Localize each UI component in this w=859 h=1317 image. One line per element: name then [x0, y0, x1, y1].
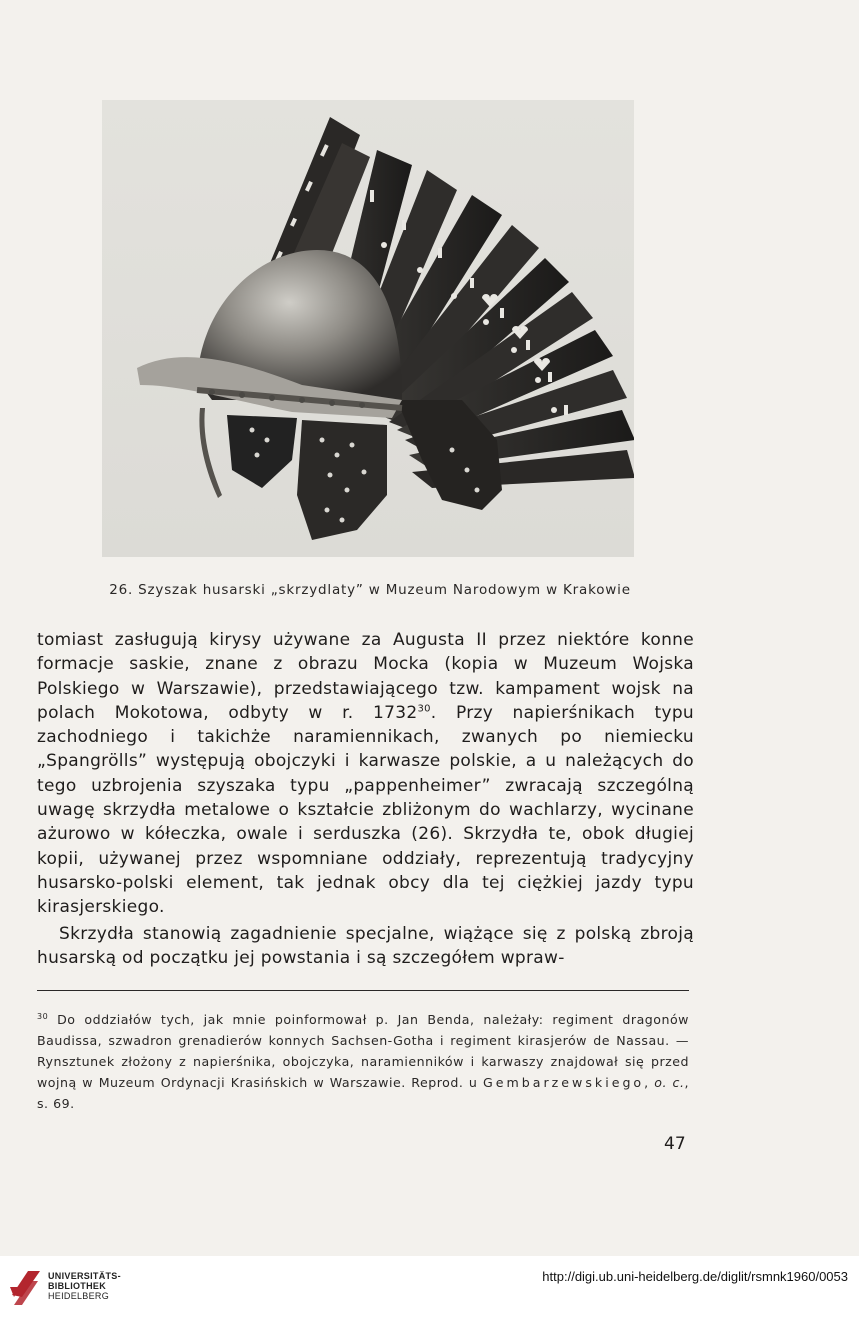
body-text	[37, 628, 694, 970]
figure-caption: 26. Szyszak husarski „skrzydlaty” w Muzeum Narodowym w Krakowie	[109, 582, 631, 598]
footnote-text: , s. 69.	[37, 1075, 689, 1111]
paragraph	[37, 628, 694, 920]
helmet-illustration	[102, 100, 634, 557]
footnote-op-cit: o. c.	[654, 1075, 685, 1090]
paragraph: Skrzydła stanowią zagadnienie specjalne, wiążące się z polską zbroją husarską od początku jej powstania i są szczegółem wpraw-	[37, 923, 694, 968]
footnote-divider	[37, 990, 689, 991]
paragraph-text: . Przy napierśnikach typu zachodniego i takichże naramiennikach, zwanych po niemiecku „Spangrölls” występują obojczyki i karwasze polskie, a u należących do tego uzbrojenia szyszaka typu „pappenheimer” zwracają szczególną uwagę skrzydła metalowe o kształcie zbliżonym do wachlarzy, wycinane ażurowo w kółeczka, owale i serduszka (26). Skrzydła te, obok długiej kopii, używanej przez wspomniane oddziały, reprezentują tradycyjny husarsko-polski element, tak jednak obcy dla tej ciężkiej jazdy typu kirasjerskiego.	[37, 702, 694, 918]
logo-line: BIBLIOTHEK	[48, 1281, 106, 1291]
paragraph-text: tomiast zasługują kirysy używane za Augusta II przez niektóre konne formacje saskie, znane z obrazu Mocka (kopia w Muzeum Wojska Polskiego w Warszawie), przedstawiającego tzw. kampament wojsk na polach Mokotowa, odbyty w r. 1732	[37, 630, 694, 723]
footnote-reference[interactable]: 30	[417, 703, 431, 715]
footnote-text: Do oddziałów tych, jak mnie poinformował p. Jan Benda, należały: regiment dragonów Baudissa, szwadron grenadierów konnych Sachsen-Gotha i regiment kirasjerów de Nassau. — Rynsztunek złożony z napierśnika, obojczyka, naramienników i karwaszy znajdował się przed wojną w Muzeum Ordynacji Krasińskich w Warszawie. Reprod. u	[37, 1012, 689, 1090]
university-library-logo-icon[interactable]	[8, 1265, 44, 1309]
logo-line: UNIVERSITÄTS-	[48, 1271, 121, 1281]
library-logo-text[interactable]	[48, 1271, 121, 1301]
viewer-footer-bar	[0, 1256, 859, 1317]
footnote	[37, 1009, 689, 1114]
permalink-url[interactable]: http://digi.ub.uni-heidelberg.de/diglit/rsmnk1960/0053	[542, 1269, 848, 1284]
footnote-text: ,	[644, 1075, 655, 1090]
logo-line: HEIDELBERG	[48, 1291, 110, 1301]
nose-guard	[199, 408, 222, 498]
cheek-pieces	[227, 400, 502, 540]
page-number: 47	[664, 1134, 686, 1154]
helmet-photograph	[102, 100, 634, 557]
footnote-author: Gembarzewskiego	[483, 1075, 645, 1090]
footnote-number: 30	[37, 1011, 49, 1021]
